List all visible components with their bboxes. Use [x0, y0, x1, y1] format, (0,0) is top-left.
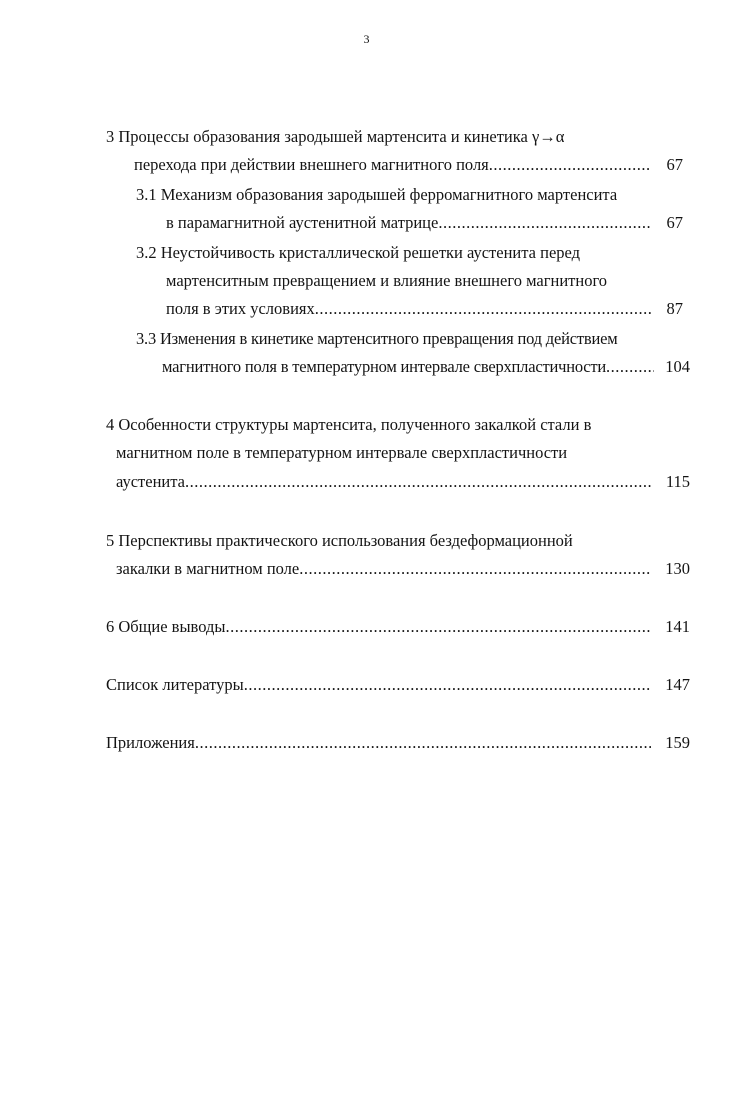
toc-s32-title-line3: поля в этих условиях [166, 299, 315, 318]
toc-appendix-title: Приложения [106, 733, 195, 752]
toc-appendix-page: 159 [665, 733, 690, 752]
toc-s32-leader [166, 297, 651, 321]
toc-ch4-title-line1: 4 Особенности структуры мартенсита, полученного закалкой стали в [106, 415, 592, 434]
toc-ch5-leader [116, 557, 651, 581]
toc-s33-title-line2: магнитного поля в температурном интервале сверхпластичности [162, 357, 607, 376]
toc-ch5-title-line1: 5 Перспективы практического использования бездеформационной [106, 531, 573, 550]
toc-ch4-title-line3: аустенита [116, 472, 185, 491]
toc-s32-title-line1: 3.2 Неустойчивость кристаллической решетки аустенита перед [136, 243, 581, 262]
toc-ch4-leader [116, 470, 651, 494]
toc-refs-title: Список литературы [106, 675, 244, 694]
toc-ch4-title-line2: магнитном поле в температурном интервале сверхпластичности [116, 443, 568, 462]
toc-appendix-leader [106, 731, 651, 755]
toc-s31-leader [166, 211, 651, 235]
toc-ch3-leader [134, 153, 651, 177]
toc-ch3-title-line2: перехода при действии внешнего магнитного поля [134, 155, 489, 174]
toc-ch5-page: 130 [665, 559, 690, 578]
toc-s31-page: 67 [666, 213, 683, 232]
toc-s32-title-line2: мартенситным превращением и влияние внешнего магнитного [166, 271, 608, 290]
toc-s33-page: 104 [665, 357, 690, 376]
toc-s33-leader [162, 355, 654, 379]
toc-ch3-title-line1: 3 Процессы образования зародышей мартенсита и кинетика γ→α [106, 127, 565, 146]
toc-ch4-page: 115 [665, 472, 690, 491]
toc-ch6-title: 6 Общие выводы [106, 617, 226, 636]
page-number: 3 [363, 32, 370, 46]
toc-refs-leader [106, 673, 651, 697]
toc-ch6-leader [106, 615, 651, 639]
toc-s31-title-line1: 3.1 Механизм образования зародышей ферромагнитного мартенсита [136, 185, 618, 204]
toc-s32-page: 87 [666, 299, 683, 318]
toc-ch3-page: 67 [666, 155, 683, 174]
toc-refs-page: 147 [665, 675, 690, 694]
toc-s33-title-line1: 3.3 Изменения в кинетике мартенситного превращения под действием [136, 329, 618, 348]
toc-s31-title-line2: в парамагнитной аустенитной матрице [166, 213, 439, 232]
toc-ch5-title-line2: закалки в магнитном поле [116, 559, 300, 578]
toc-ch6-page: 141 [665, 617, 690, 636]
